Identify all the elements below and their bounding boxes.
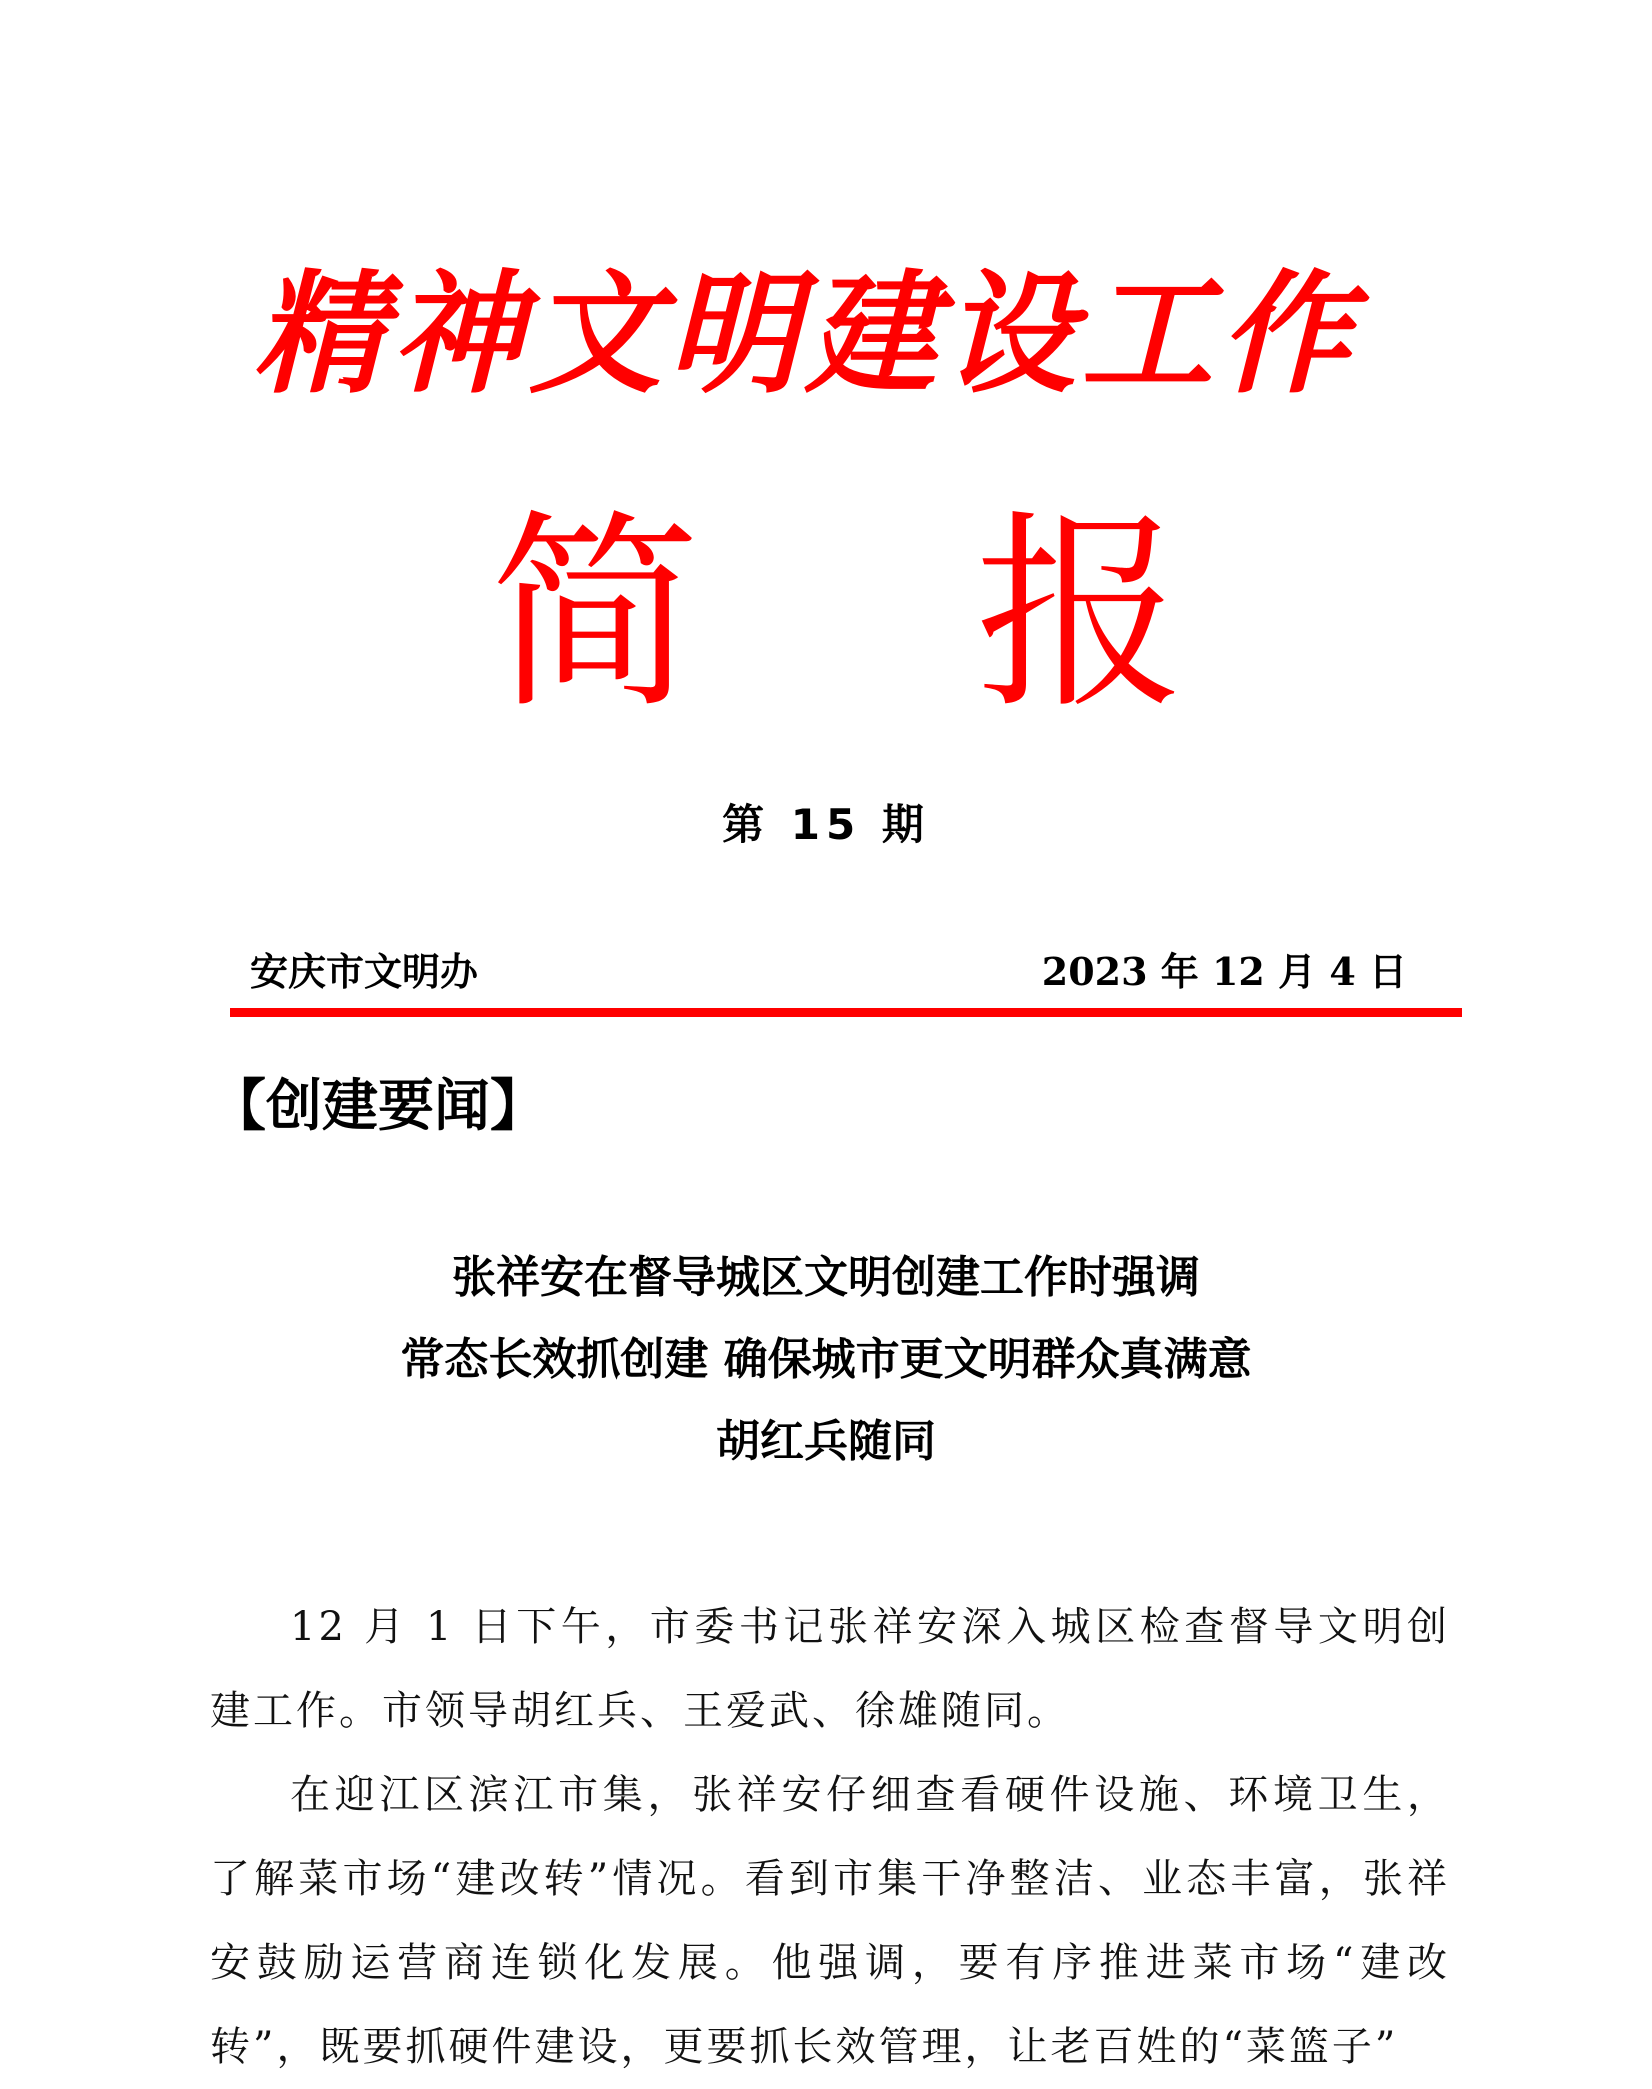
headline-line-3: 胡红兵随同 bbox=[716, 1416, 936, 1467]
masthead-title: 精神文明建设工作 bbox=[253, 257, 1357, 412]
section-heading: 【创建要闻】 bbox=[210, 1074, 546, 1139]
article-paragraph: 在迎江区滨江市集，张祥安仔细查看硬件设施、环境卫生，了解菜市场“建改转”情况。看到市集干净整洁、业态丰富，张祥安鼓励运营商连锁化发展。他强调，要有序推进菜市场“建改转”，既要抓硬件建设，更要抓长效管理，让老百姓的“菜篮子” bbox=[210, 1772, 1450, 2070]
article-paragraph: 12 月 1 日下午，市委书记张祥安深入城区检查督导文明创建工作。市领导胡红兵、王爱武、徐雄随同。 bbox=[210, 1604, 1450, 1734]
headline-line-1: 张祥安在督导城区文明创建工作时强调 bbox=[452, 1252, 1200, 1303]
issuer: 安庆市文明办 bbox=[250, 949, 479, 994]
red-divider bbox=[230, 1008, 1462, 1017]
bulletin-char-bao: 报 bbox=[975, 492, 1186, 737]
article-body bbox=[210, 1585, 1450, 2089]
headline-line-2: 常态长效抓创建 确保城市更文明群众真满意 bbox=[400, 1334, 1252, 1385]
bulletin-title bbox=[0, 492, 1652, 737]
issue-date: 2023 年 12 月 4 日 bbox=[1041, 949, 1407, 994]
bulletin-char-jian: 简 bbox=[490, 492, 701, 737]
issue-number: 第 15 期 bbox=[722, 800, 930, 849]
